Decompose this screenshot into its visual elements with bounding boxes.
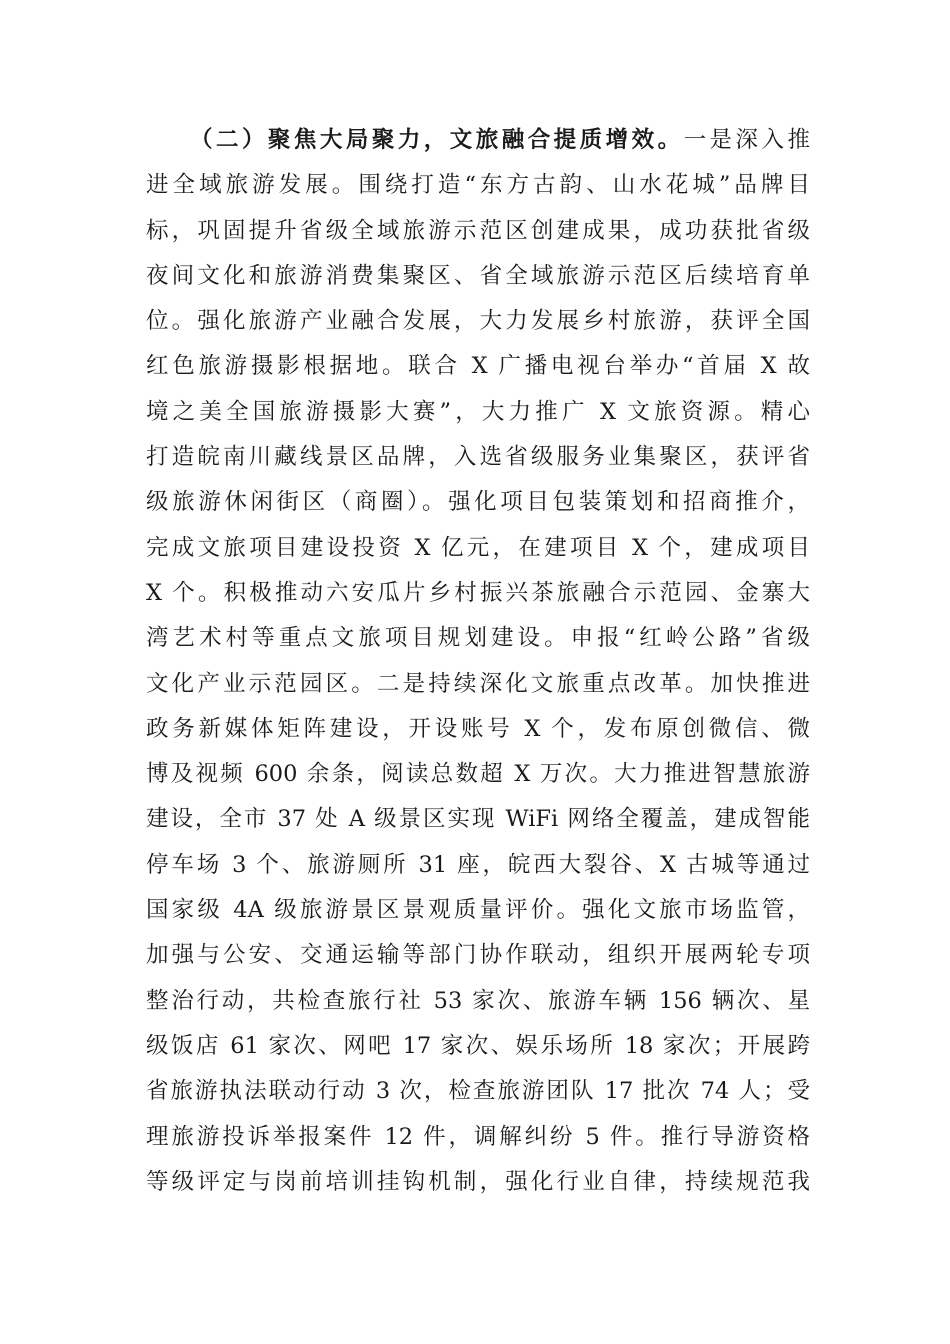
paragraph-line: 整治行动，共检查旅行社 53 家次、旅游车辆 156 辆次、星 — [146, 987, 810, 1014]
paragraph-line: 理旅游投诉举报案件 12 件，调解纠纷 5 件。推行导游资格 — [146, 1123, 810, 1150]
paragraph-line: 标，巩固提升省级全域旅游示范区创建成果，成功获批省级 — [146, 217, 810, 244]
paragraph-line: 位。强化旅游产业融合发展，大力发展乡村旅游，获评全国 — [146, 308, 810, 335]
paragraph-line: 国家级 4A 级旅游景区景观质量评价。强化文旅市场监管， — [146, 897, 810, 924]
paragraph-line: 文化产业示范园区。二是持续深化文旅重点改革。加快推进 — [146, 670, 810, 697]
paragraph-line: 打造皖南川藏线景区品牌，入选省级服务业集聚区，获评省 — [146, 444, 810, 471]
paragraph-line: 省旅游执法联动行动 3 次，检查旅游团队 17 批次 74 人；受 — [146, 1078, 810, 1105]
paragraph-line: X 个。积极推动六安瓜片乡村振兴茶旅融合示范园、金寨大 — [146, 579, 810, 606]
body-paragraph — [146, 118, 810, 1205]
paragraph-line: 停车场 3 个、旅游厕所 31 座，皖西大裂谷、X 古城等通过 — [146, 851, 810, 878]
paragraph-line: 进全域旅游发展。围绕打造“东方古韵、山水花城”品牌目 — [146, 172, 810, 199]
paragraph-line: 级旅游休闲街区（商圈）。强化项目包装策划和招商推介， — [146, 489, 810, 516]
paragraph-line: 博及视频 600 余条，阅读总数超 X 万次。大力推进智慧旅游 — [146, 761, 810, 788]
paragraph-line: 加强与公安、交通运输等部门协作联动，组织开展两轮专项 — [146, 942, 810, 969]
paragraph-line: 红色旅游摄影根据地。联合 X 广播电视台举办“首届 X 故 — [146, 353, 810, 380]
paragraph-line: 湾艺术村等重点文旅项目规划建设。申报“红岭公路”省级 — [146, 625, 810, 652]
paragraph-line: 建设，全市 37 处 A 级景区实现 WiFi 网络全覆盖，建成智能 — [146, 806, 810, 833]
paragraph-line-1 — [146, 118, 810, 163]
paragraph-line: 等级评定与岗前培训挂钩机制，强化行业自律，持续规范我 — [146, 1168, 810, 1195]
paragraph-line: 完成文旅项目建设投资 X 亿元，在建项目 X 个，建成项目 — [146, 534, 810, 561]
heading-line-continuation: 一是深入推 — [683, 127, 810, 153]
section-heading: （二）聚焦大局聚力，文旅融合提质增效。 — [190, 127, 684, 153]
paragraph-line: 级饭店 61 家次、网吧 17 家次、娱乐场所 18 家次；开展跨 — [146, 1032, 810, 1059]
paragraph-line: 夜间文化和旅游消费集聚区、省全域旅游示范区后续培育单 — [146, 262, 810, 289]
paragraph-line: 境之美全国旅游摄影大赛”，大力推广 X 文旅资源。精心 — [146, 398, 810, 425]
paragraph-line: 政务新媒体矩阵建设，开设账号 X 个，发布原创微信、微 — [146, 715, 810, 742]
